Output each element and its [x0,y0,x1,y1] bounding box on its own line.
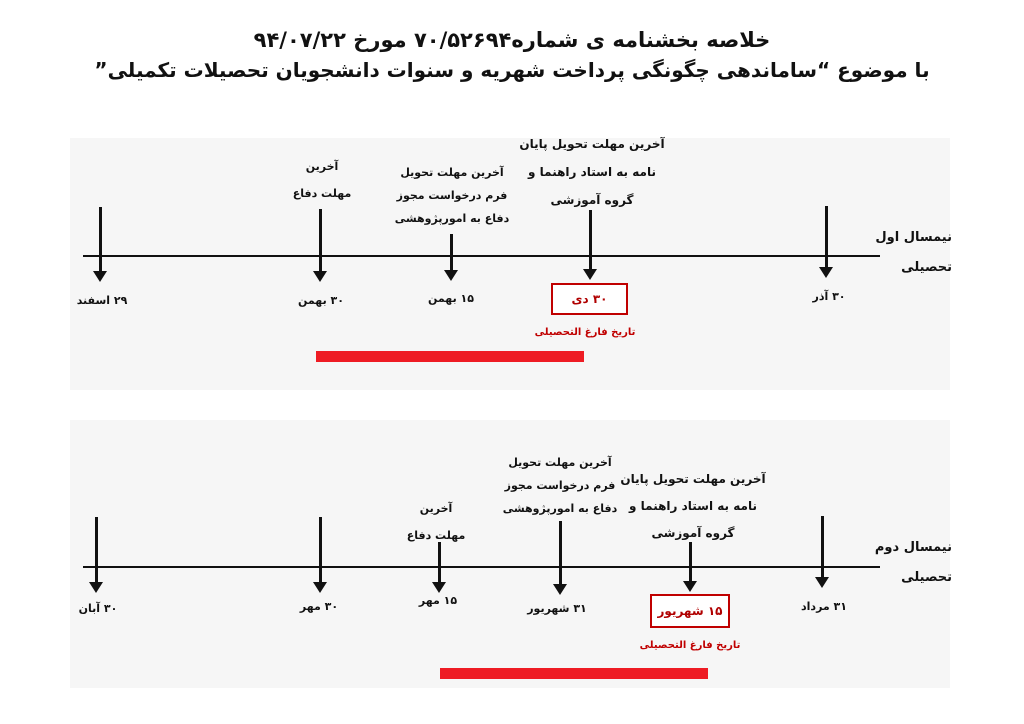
semester2-arrow-15-shahrivar [683,542,697,592]
semester2-range-bar [440,668,708,679]
semester1-note-permit [395,161,510,230]
semester2-note-thesis-line3: گروه آموزشی [651,526,735,540]
semester1-note-defense-line1: آخرین [305,160,339,173]
semester1-note-thesis [519,130,664,214]
semester2-date-31-mordad: ۳۱ مرداد [801,600,847,613]
semester1-note-permit-line3: دفاع به امورپژوهشی [394,212,510,225]
semester2-note-thesis-line2: نامه به استاد راهنما و [629,499,757,513]
semester1-arrow-30-azar [819,206,833,278]
semester2-note-defense [407,495,466,549]
semester2-arrow-31-shahrivar [553,521,567,595]
semester1-graduation-label: تاریخ فارغ التحصیلی [534,327,636,338]
semester1-graduation-date-box: ۳۰ دی [551,283,628,315]
semester1-note-thesis-line2: نامه به استاد راهنما و [528,165,656,179]
semester2-date-31-shahrivar: ۳۱ شهریور [527,602,587,615]
semester2-timeline [83,566,880,568]
semester2-date-30-aban: ۳۰ آبان [78,602,118,615]
semester1-note-thesis-line3: گروه آموزشی [550,193,634,207]
semester1-arrow-30-bahman [313,209,327,282]
semester2-note-defense-line1: آخرین [419,502,453,515]
semester2-note-permit-line1: آخرین مهلت تحویل [508,456,612,469]
semester1-arrow-15-bahman [444,234,458,281]
semester2-date-15-mehr: ۱۵ مهر [418,594,458,607]
semester1-timeline [83,255,880,257]
semester1-date-30-azar: ۳۰ آذر [812,290,846,303]
semester2-graduation-label: تاریخ فارغ التحصیلی [639,640,741,651]
semester1-arrow-30-dey [583,210,597,280]
semester2-label-line1: نیمسال دوم [874,540,952,555]
semester2-note-thesis-line1: آخرین مهلت تحویل پایان [620,472,766,486]
semester1-range-bar [316,351,584,362]
semester2-arrow-30-mehr [313,517,327,593]
semester1-note-permit-line2: فرم درخواست مجوز [396,189,508,202]
semester1-label [875,223,952,283]
semester1-label-line1: نیمسال اول [875,230,952,245]
semester2-note-permit-line3: دفاع به امورپژوهشی [502,502,618,515]
semester2-note-permit [503,451,618,520]
semester2-label-line2: تحصیلی [901,570,952,585]
semester2-arrow-15-mehr [432,542,446,593]
semester1-date-15-bahman: ۱۵ بهمن [428,292,474,305]
semester1-note-thesis-line1: آخرین مهلت تحویل پایان [519,137,665,151]
semester2-label [875,533,952,593]
semester2-note-permit-line2: فرم درخواست مجوز [504,479,616,492]
document-subtitle: با موضوع “ساماندهی چگونگی پرداخت شهریه و سنوات دانشجویان تحصیلات تکمیلی” [94,58,930,82]
semester2-arrow-30-aban [89,517,103,593]
semester1-arrow-29-esfand [93,207,107,282]
semester2-arrow-31-mordad [815,516,829,588]
semester2-graduation-date-box: ۱۵ شهریور [650,594,730,628]
semester1-note-defense [293,153,352,207]
semester1-label-line2: تحصیلی [901,260,952,275]
semester2-note-defense-line2: مهلت دفاع [406,529,466,542]
semester1-date-29-esfand: ۲۹ اسفند [76,294,128,307]
semester2-note-thesis [620,466,765,547]
semester1-note-permit-line1: آخرین مهلت تحویل [400,166,504,179]
semester1-note-defense-line2: مهلت دفاع [292,187,352,200]
document-title: خلاصه بخشنامه ی شماره۷۰/۵۲۶۹۴ مورخ ۹۴/۰۷/۲۲ [253,28,771,52]
semester2-date-30-mehr: ۳۰ مهر [299,600,339,613]
semester1-date-30-bahman: ۳۰ بهمن [298,294,344,307]
